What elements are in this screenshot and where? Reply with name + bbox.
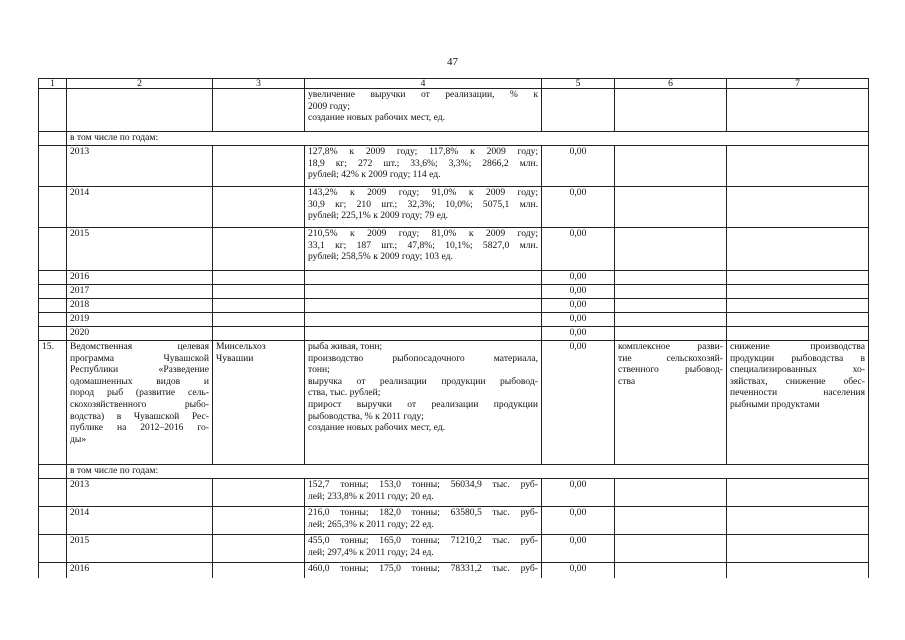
cell-text-line: 0,00 bbox=[569, 271, 587, 282]
cell-text-line: 2016 bbox=[70, 563, 90, 574]
table-row bbox=[39, 341, 869, 465]
table-cell-col-2 bbox=[67, 299, 213, 313]
table-cell-col-6 bbox=[615, 507, 727, 535]
table-cell-col-7 bbox=[727, 285, 869, 299]
subheader-label: в том числе по годам: bbox=[67, 465, 869, 479]
table-cell bbox=[39, 132, 67, 146]
table-cell-col-1 bbox=[39, 271, 67, 285]
cell-text-line: 2014 bbox=[70, 507, 90, 518]
cell-text-line: 0,00 bbox=[569, 479, 587, 490]
cell-text-line: 0,00 bbox=[569, 327, 587, 338]
table-cell-col-5 bbox=[542, 535, 615, 563]
cell-text-line: Республики «Разведение bbox=[70, 364, 209, 376]
cell-text-line: создание новых рабочих мест, ед. bbox=[308, 422, 445, 434]
table-cell-col-6 bbox=[615, 228, 727, 271]
table-cell-col-5 bbox=[542, 299, 615, 313]
cell-text-line: 152,7 тонны; 153,0 тонны; 56034,9 тыс. руб- bbox=[308, 479, 538, 490]
table-cell-col-5 bbox=[542, 327, 615, 341]
table-cell-col-3 bbox=[213, 479, 305, 507]
cell-text-line: 127,8% к 2009 году; 117,8% к 2009 году; bbox=[308, 146, 538, 157]
table-cell-col-3 bbox=[213, 313, 305, 327]
table-cell-col-7 bbox=[727, 299, 869, 313]
table-cell-col-4 bbox=[305, 507, 542, 535]
cell-text-line: 2009 году; bbox=[308, 100, 351, 112]
document-table bbox=[38, 78, 869, 578]
table-row bbox=[39, 146, 869, 187]
cell-text-line: рублей; 225,1% к 2009 году; 79 ед. bbox=[308, 210, 449, 222]
table-cell-col-2 bbox=[67, 313, 213, 327]
table-cell-col-7 bbox=[727, 146, 869, 187]
table-cell-col-6 bbox=[615, 535, 727, 563]
cell-text-line: скохозяйственного рыбо- bbox=[70, 398, 209, 410]
table-cell-col-4 bbox=[305, 563, 542, 579]
table-cell-col-3 bbox=[213, 535, 305, 563]
cell-text-line: 0,00 bbox=[569, 563, 587, 574]
cell-text-line: ства, тыс. рублей; bbox=[308, 387, 381, 399]
table-cell-col-1 bbox=[39, 146, 67, 187]
table-cell-col-6 bbox=[615, 146, 727, 187]
table-cell-col-7 bbox=[727, 313, 869, 327]
table-cell-col-2 bbox=[67, 285, 213, 299]
cell-text-line: 0,00 bbox=[569, 535, 587, 546]
table-cell-col-2 bbox=[67, 187, 213, 228]
cell-text-line: рыба живая, тонн; bbox=[308, 341, 383, 352]
table-cell-col-5 bbox=[542, 89, 615, 132]
cell-text-line: тие сельскохозяй- bbox=[618, 352, 723, 364]
table-cell-col-4 bbox=[305, 228, 542, 271]
cell-text-line: рыбными продуктами bbox=[730, 398, 820, 410]
table-row bbox=[39, 228, 869, 271]
table-cell-col-7 bbox=[727, 187, 869, 228]
table-cell-col-3 bbox=[213, 89, 305, 132]
cell-text-line: 2019 bbox=[70, 313, 90, 324]
table-cell-col-3 bbox=[213, 285, 305, 299]
cell-text-line: лей; 265,3% к 2011 году; 22 ед. bbox=[308, 518, 434, 530]
table-cell-col-2 bbox=[67, 327, 213, 341]
table-body bbox=[39, 89, 869, 579]
subheader-label: в том числе по годам: bbox=[67, 132, 869, 146]
cell-text-line: Минсельхоз bbox=[216, 341, 266, 352]
table-cell-col-1 bbox=[39, 285, 67, 299]
table-cell-col-2 bbox=[67, 563, 213, 579]
table-row bbox=[39, 271, 869, 285]
cell-text-line: 0,00 bbox=[569, 341, 587, 352]
table-row bbox=[39, 285, 869, 299]
table-cell-col-4 bbox=[305, 299, 542, 313]
cell-text-line: публике на 2012–2016 го- bbox=[70, 422, 209, 434]
cell-text-line: 216,0 тонны; 182,0 тонны; 63580,5 тыс. руб- bbox=[308, 507, 538, 518]
cell-text-line: выручка от реализации продукции рыбовод- bbox=[308, 375, 538, 387]
table-cell-col-1 bbox=[39, 299, 67, 313]
cell-text-line: 2018 bbox=[70, 299, 90, 310]
column-header-6: 6 bbox=[615, 79, 727, 89]
table-cell-col-4 bbox=[305, 285, 542, 299]
page-number: 47 bbox=[447, 56, 458, 68]
table-cell-col-4 bbox=[305, 89, 542, 132]
table-row bbox=[39, 507, 869, 535]
table-cell-col-2 bbox=[67, 507, 213, 535]
cell-text-line: ды» bbox=[70, 433, 87, 445]
cell-text-line: пород рыб (развитие сель- bbox=[70, 387, 209, 399]
cell-text-line: 210,5% к 2009 году; 81,0% к 2009 году; bbox=[308, 228, 538, 239]
column-header-5: 5 bbox=[542, 79, 615, 89]
table-cell-col-2 bbox=[67, 341, 213, 465]
table-cell-col-3 bbox=[213, 271, 305, 285]
cell-text-line: 0,00 bbox=[569, 285, 587, 296]
table-cell-col-2 bbox=[67, 535, 213, 563]
table-cell-col-7 bbox=[727, 479, 869, 507]
cell-text-line: 2013 bbox=[70, 146, 90, 157]
cell-text-line: 0,00 bbox=[569, 313, 587, 324]
cell-text-line: лей; 297,4% к 2011 году; 24 ед. bbox=[308, 546, 434, 558]
table-row bbox=[39, 187, 869, 228]
cell-text-line: 0,00 bbox=[569, 228, 587, 239]
table-cell-col-1 bbox=[39, 228, 67, 271]
table-cell-col-6 bbox=[615, 299, 727, 313]
subheader-row bbox=[39, 465, 869, 479]
table-cell-col-1 bbox=[39, 479, 67, 507]
cell-text-line: Чувашии bbox=[216, 352, 254, 364]
cell-text-line: зяйствах, снижение обес- bbox=[730, 375, 865, 387]
table-cell-col-3 bbox=[213, 299, 305, 313]
table-cell-col-4 bbox=[305, 535, 542, 563]
table-cell-col-3 bbox=[213, 327, 305, 341]
table-cell-col-7 bbox=[727, 341, 869, 465]
cell-text-line: 0,00 bbox=[569, 299, 587, 310]
table-cell-col-3 bbox=[213, 563, 305, 579]
table-row bbox=[39, 479, 869, 507]
cell-text-line: 2013 bbox=[70, 479, 90, 490]
table-cell-col-6 bbox=[615, 285, 727, 299]
cell-text-line: комплексное разви- bbox=[618, 341, 723, 352]
table-cell bbox=[39, 465, 67, 479]
cell-text-line: лей; 233,8% к 2011 году; 20 ед. bbox=[308, 490, 434, 502]
cell-text-line: печенности населения bbox=[730, 387, 865, 399]
column-header-2: 2 bbox=[67, 79, 213, 89]
cell-text-line: увеличение выручки от реализации, % к bbox=[308, 89, 538, 100]
table-cell-col-2 bbox=[67, 271, 213, 285]
column-header-1: 1 bbox=[39, 79, 67, 89]
cell-text-line: 143,2% к 2009 году; 91,0% к 2009 году; bbox=[308, 187, 538, 198]
table-cell-col-4 bbox=[305, 187, 542, 228]
table-cell-col-6 bbox=[615, 341, 727, 465]
table-cell-col-4 bbox=[305, 341, 542, 465]
cell-text-line: рыбоводства, % к 2011 году; bbox=[308, 410, 424, 422]
table-cell-col-2 bbox=[67, 228, 213, 271]
cell-text-line: 2020 bbox=[70, 327, 90, 338]
table-cell-col-5 bbox=[542, 507, 615, 535]
table-cell-col-3 bbox=[213, 507, 305, 535]
cell-text-line: производство рыбопосадочного материала, bbox=[308, 352, 538, 364]
table-cell-col-7 bbox=[727, 228, 869, 271]
cell-text-line: снижение производства bbox=[730, 341, 865, 352]
cell-text-line: продукции рыбоводства в bbox=[730, 352, 865, 364]
table-cell-col-1 bbox=[39, 89, 67, 132]
table-cell-col-4 bbox=[305, 327, 542, 341]
table-row bbox=[39, 535, 869, 563]
table-cell-col-4 bbox=[305, 479, 542, 507]
table-cell-col-5 bbox=[542, 146, 615, 187]
table-cell-col-3 bbox=[213, 341, 305, 465]
table-cell-col-5 bbox=[542, 228, 615, 271]
table-row bbox=[39, 89, 869, 132]
cell-text-line: прирост выручки от реализации продукции bbox=[308, 398, 538, 410]
table-row bbox=[39, 563, 869, 579]
table-cell-col-5 bbox=[542, 341, 615, 465]
table-cell-col-2 bbox=[67, 479, 213, 507]
table-row bbox=[39, 299, 869, 313]
table-cell-col-5 bbox=[542, 563, 615, 579]
table-cell-col-3 bbox=[213, 187, 305, 228]
table-cell-col-1 bbox=[39, 187, 67, 228]
table-cell-col-6 bbox=[615, 479, 727, 507]
cell-text-line: тонн; bbox=[308, 364, 330, 376]
table-cell-col-7 bbox=[727, 327, 869, 341]
table-cell-col-3 bbox=[213, 228, 305, 271]
cell-text-line: одомашненных видов и bbox=[70, 375, 209, 387]
cell-text-line: специализированных хо- bbox=[730, 364, 865, 376]
table-cell-col-5 bbox=[542, 313, 615, 327]
table-cell-col-4 bbox=[305, 313, 542, 327]
cell-text-line: 2015 bbox=[70, 228, 90, 239]
table-cell-col-2 bbox=[67, 146, 213, 187]
cell-text-line: 0,00 bbox=[569, 187, 587, 198]
column-header-3: 3 bbox=[213, 79, 305, 89]
subheader-row bbox=[39, 132, 869, 146]
document-table-wrapper bbox=[38, 78, 869, 578]
table-cell-col-1 bbox=[39, 563, 67, 579]
table-row bbox=[39, 313, 869, 327]
table-cell-col-6 bbox=[615, 187, 727, 228]
table-cell-col-7 bbox=[727, 271, 869, 285]
table-cell-col-7 bbox=[727, 507, 869, 535]
table-cell-col-1 bbox=[39, 313, 67, 327]
table-cell-col-7 bbox=[727, 89, 869, 132]
cell-text-line: 0,00 bbox=[569, 507, 587, 518]
cell-text-line: 2016 bbox=[70, 271, 90, 282]
cell-text-line: 33,1 кг; 187 шт.; 47,8%; 10,1%; 5827,0 млн. bbox=[308, 239, 538, 251]
table-cell-col-6 bbox=[615, 563, 727, 579]
column-number-row bbox=[39, 79, 869, 89]
cell-text-line: 15. bbox=[42, 341, 54, 352]
cell-text-line: 0,00 bbox=[569, 146, 587, 157]
table-cell-col-7 bbox=[727, 563, 869, 579]
table-row bbox=[39, 327, 869, 341]
cell-text-line: 30,9 кг; 210 шт.; 32,3%; 10,0%; 5075,1 млн. bbox=[308, 198, 538, 210]
table-cell-col-1 bbox=[39, 327, 67, 341]
table-cell-col-1 bbox=[39, 341, 67, 465]
table-cell-col-5 bbox=[542, 479, 615, 507]
table-cell-col-2 bbox=[67, 89, 213, 132]
cell-text-line: рублей; 42% к 2009 году; 114 ед. bbox=[308, 169, 441, 181]
cell-text-line: программа Чувашской bbox=[70, 352, 209, 364]
table-cell-col-5 bbox=[542, 187, 615, 228]
table-cell-col-6 bbox=[615, 313, 727, 327]
column-header-7: 7 bbox=[727, 79, 869, 89]
column-header-4: 4 bbox=[305, 79, 542, 89]
table-cell-col-5 bbox=[542, 285, 615, 299]
table-cell-col-6 bbox=[615, 89, 727, 132]
table-cell-col-6 bbox=[615, 327, 727, 341]
cell-text-line: 18,9 кг; 272 шт.; 33,6%; 3,3%; 2866,2 млн. bbox=[308, 157, 538, 169]
cell-text-line: 2015 bbox=[70, 535, 90, 546]
cell-text-line: 460,0 тонны; 175,0 тонны; 78331,2 тыс. руб- bbox=[308, 563, 538, 574]
table-cell-col-4 bbox=[305, 146, 542, 187]
table-cell-col-4 bbox=[305, 271, 542, 285]
cell-text-line: ства bbox=[618, 375, 636, 387]
table-cell-col-5 bbox=[542, 271, 615, 285]
cell-text-line: ственного рыбовод- bbox=[618, 364, 723, 376]
cell-text-line: создание новых рабочих мест, ед. bbox=[308, 112, 445, 124]
cell-text-line: Ведомственная целевая bbox=[70, 341, 209, 352]
cell-text-line: 2017 bbox=[70, 285, 90, 296]
table-cell-col-7 bbox=[727, 535, 869, 563]
table-cell-col-1 bbox=[39, 535, 67, 563]
cell-text-line: водства) в Чувашской Рес- bbox=[70, 410, 209, 422]
table-cell-col-1 bbox=[39, 507, 67, 535]
cell-text-line: 455,0 тонны; 165,0 тонны; 71210,2 тыс. руб- bbox=[308, 535, 538, 546]
table-cell-col-6 bbox=[615, 271, 727, 285]
table-cell-col-3 bbox=[213, 146, 305, 187]
cell-text-line: рублей; 258,5% к 2009 году; 103 ед. bbox=[308, 251, 453, 263]
cell-text-line: 2014 bbox=[70, 187, 90, 198]
